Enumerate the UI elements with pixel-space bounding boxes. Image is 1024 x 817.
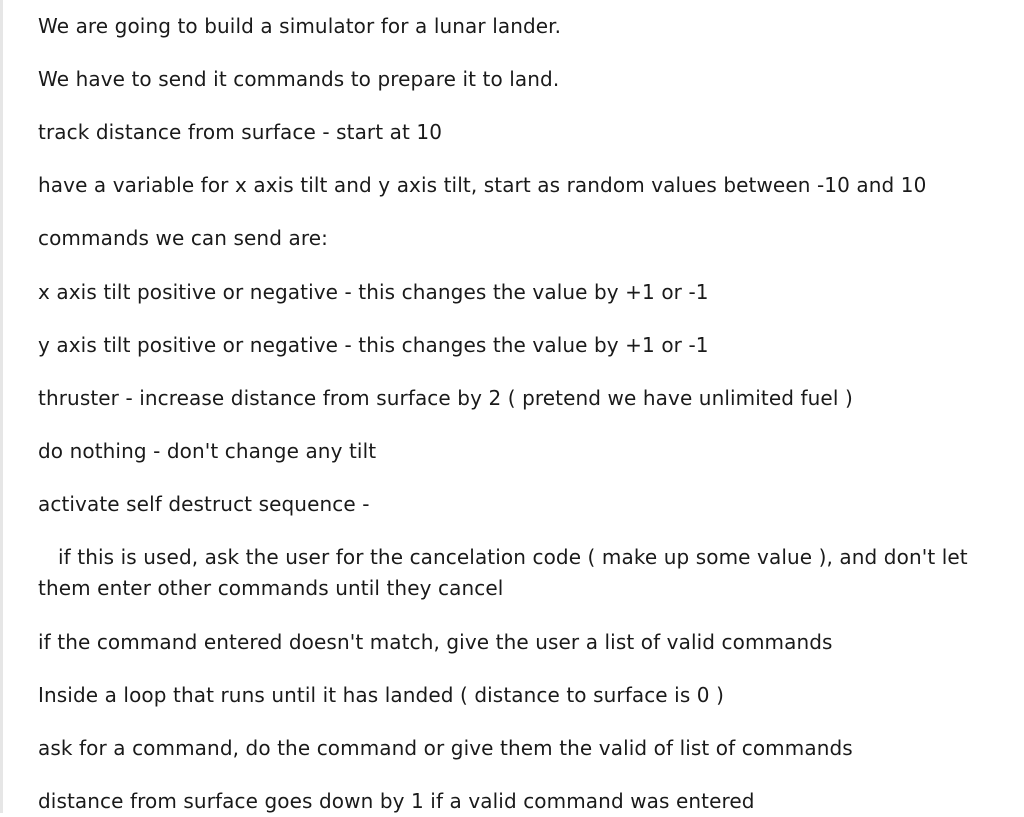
left-border: [0, 0, 3, 813]
doc-line-distance-decrease: distance from surface goes down by 1 if a valid command was entered: [38, 789, 755, 813]
doc-line-x-axis-tilt: x axis tilt positive or negative - this changes the value by +1 or -1: [38, 280, 709, 304]
doc-line-cancelation-code-text: if this is used, ask the user for the cancelation code ( make up some value ), and don't let them enter other commands until they cancel: [38, 545, 968, 600]
doc-line-cancelation-code: [38, 542, 1008, 604]
doc-line-intro: We are going to build a simulator for a lunar lander.: [38, 14, 562, 38]
doc-line-y-axis-tilt: y axis tilt positive or negative - this changes the value by +1 or -1: [38, 333, 709, 357]
doc-line-send-commands: We have to send it commands to prepare it to land.: [38, 67, 560, 91]
doc-line-loop: Inside a loop that runs until it has landed ( distance to surface is 0 ): [38, 683, 724, 707]
doc-line-self-destruct: activate self destruct sequence -: [38, 492, 370, 516]
doc-line-commands-header: commands we can send are:: [38, 226, 328, 250]
doc-line-track-distance: track distance from surface - start at 10: [38, 120, 443, 144]
doc-line-invalid-command: if the command entered doesn't match, give the user a list of valid commands: [38, 630, 833, 654]
doc-line-do-nothing: do nothing - don't change any tilt: [38, 439, 377, 463]
doc-line-ask-command: ask for a command, do the command or give them the valid of list of commands: [38, 736, 853, 760]
doc-line-thruster: thruster - increase distance from surface by 2 ( pretend we have unlimited fuel ): [38, 386, 853, 410]
doc-line-tilt-variables: have a variable for x axis tilt and y axis tilt, start as random values between -10 and 10: [38, 173, 927, 197]
